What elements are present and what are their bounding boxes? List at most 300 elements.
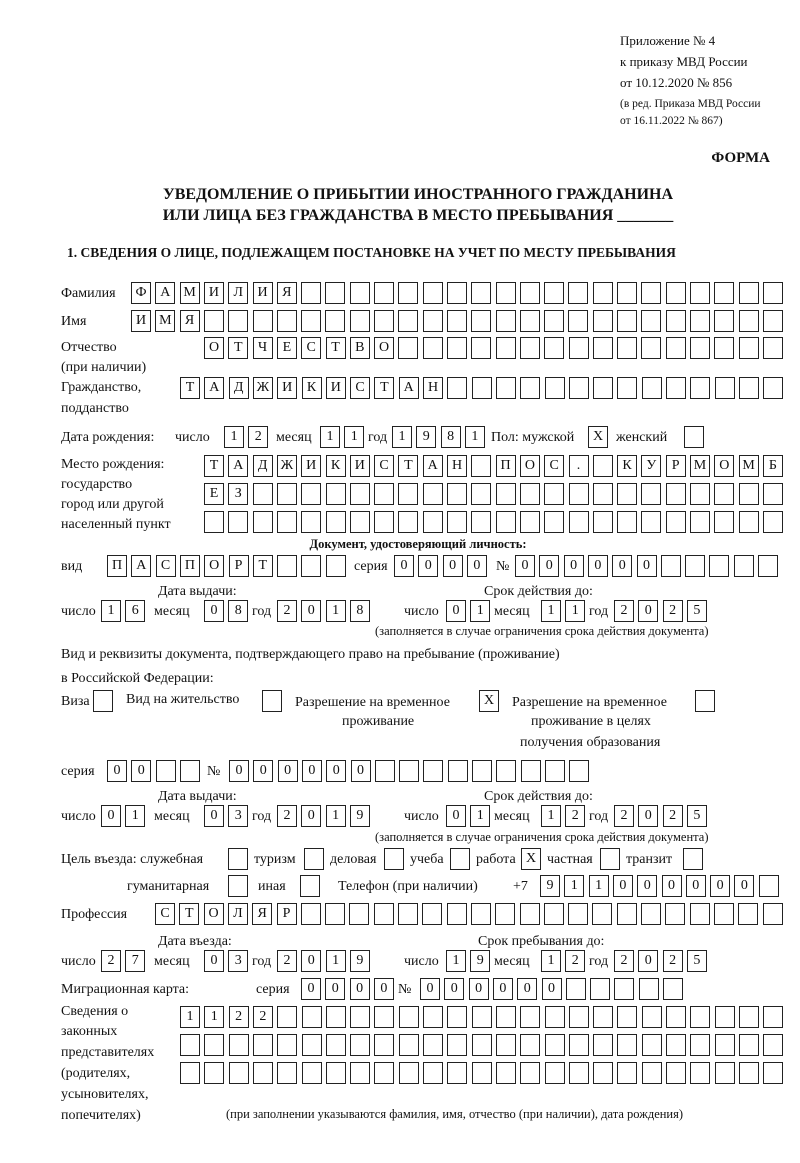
char-cell-representatives-line2[interactable]	[763, 1034, 783, 1056]
char-cell-representatives-line3[interactable]	[569, 1062, 589, 1084]
char-cell-birth-place2[interactable]	[277, 483, 297, 505]
char-cell-phone[interactable]: 0	[613, 875, 633, 897]
char-cell-birth-place2[interactable]	[714, 483, 734, 505]
checkbox-stay-doc-visa[interactable]	[93, 690, 113, 712]
char-cell-id-doc-number[interactable]: 0	[515, 555, 535, 577]
char-cell-person-surname[interactable]	[496, 282, 516, 304]
char-cell-representatives-line3[interactable]	[350, 1062, 370, 1084]
char-cell-person-citizenship[interactable]: И	[277, 377, 297, 399]
char-cell-profession[interactable]: Р	[277, 903, 297, 925]
char-cell-birth-place3[interactable]	[277, 511, 297, 533]
char-cell-stay-doc-number[interactable]	[472, 760, 492, 782]
char-cell-birth-year[interactable]: 8	[441, 426, 461, 448]
char-cell-person-patronymic[interactable]: Т	[228, 337, 248, 359]
char-cell-person-patronymic[interactable]: О	[204, 337, 224, 359]
char-cell-birth-place1[interactable]: Р	[666, 455, 686, 477]
char-cell-person-name[interactable]	[423, 310, 443, 332]
char-cell-person-citizenship[interactable]: А	[204, 377, 224, 399]
char-cell-migration-card-number[interactable]: 0	[517, 978, 537, 1000]
char-cell-id-doc-valid-year[interactable]: 5	[687, 600, 707, 622]
char-cell-stay-doc-number[interactable]	[399, 760, 419, 782]
char-cell-representatives-line2[interactable]	[642, 1034, 662, 1056]
char-cell-birth-place1[interactable]: Ж	[277, 455, 297, 477]
char-cell-birth-place2[interactable]	[593, 483, 613, 505]
char-cell-representatives-line3[interactable]	[472, 1062, 492, 1084]
char-cell-birth-place3[interactable]	[398, 511, 418, 533]
char-cell-id-doc-number[interactable]: 0	[588, 555, 608, 577]
char-cell-representatives-line1[interactable]	[739, 1006, 759, 1028]
char-cell-person-citizenship[interactable]: Ж	[253, 377, 273, 399]
char-cell-entry-until-month[interactable]: 2	[565, 950, 585, 972]
char-cell-person-patronymic[interactable]: Т	[326, 337, 346, 359]
char-cell-person-citizenship[interactable]	[715, 377, 735, 399]
char-cell-stay-doc-number[interactable]: 0	[229, 760, 249, 782]
char-cell-person-name[interactable]	[374, 310, 394, 332]
char-cell-entry-until-year[interactable]: 5	[687, 950, 707, 972]
char-cell-entry-year[interactable]: 1	[326, 950, 346, 972]
char-cell-id-doc-series[interactable]: 0	[443, 555, 463, 577]
char-cell-birth-place1[interactable]: .	[569, 455, 589, 477]
char-cell-person-citizenship[interactable]: Т	[374, 377, 394, 399]
char-cell-person-surname[interactable]	[641, 282, 661, 304]
char-cell-stay-doc-number[interactable]	[521, 760, 541, 782]
char-cell-representatives-line2[interactable]	[326, 1034, 346, 1056]
char-cell-entry-year[interactable]: 9	[350, 950, 370, 972]
char-cell-representatives-line3[interactable]	[690, 1062, 710, 1084]
char-cell-representatives-line3[interactable]	[253, 1062, 273, 1084]
char-cell-person-name[interactable]	[471, 310, 491, 332]
char-cell-birth-place2[interactable]	[374, 483, 394, 505]
char-cell-stay-doc-number[interactable]	[569, 760, 589, 782]
char-cell-birth-place3[interactable]	[447, 511, 467, 533]
char-cell-person-patronymic[interactable]: Е	[277, 337, 297, 359]
char-cell-entry-year[interactable]: 2	[277, 950, 297, 972]
char-cell-migration-card-number[interactable]: 0	[542, 978, 562, 1000]
char-cell-birth-place3[interactable]	[739, 511, 759, 533]
char-cell-person-name[interactable]	[568, 310, 588, 332]
char-cell-person-citizenship[interactable]: К	[302, 377, 322, 399]
char-cell-id-doc-number[interactable]: 0	[539, 555, 559, 577]
char-cell-entry-until-month[interactable]: 1	[541, 950, 561, 972]
char-cell-representatives-line2[interactable]	[472, 1034, 492, 1056]
char-cell-person-citizenship[interactable]: Т	[180, 377, 200, 399]
checkbox-stay-doc-temp-edu[interactable]	[695, 690, 715, 712]
char-cell-person-citizenship[interactable]	[472, 377, 492, 399]
char-cell-profession[interactable]	[641, 903, 661, 925]
char-cell-person-surname[interactable]	[690, 282, 710, 304]
char-cell-person-surname[interactable]	[666, 282, 686, 304]
char-cell-birth-place3[interactable]	[690, 511, 710, 533]
char-cell-birth-place1[interactable]: Б	[763, 455, 783, 477]
char-cell-stay-doc-issue-year[interactable]: 9	[350, 805, 370, 827]
char-cell-profession[interactable]: Т	[179, 903, 199, 925]
char-cell-stay-doc-issue-month[interactable]: 0	[204, 805, 224, 827]
char-cell-person-surname[interactable]	[447, 282, 467, 304]
checkbox-purpose-official[interactable]	[228, 848, 248, 870]
char-cell-person-citizenship[interactable]: С	[350, 377, 370, 399]
char-cell-migration-card-number[interactable]	[614, 978, 634, 1000]
char-cell-person-name[interactable]	[496, 310, 516, 332]
char-cell-person-name[interactable]	[739, 310, 759, 332]
char-cell-person-name[interactable]	[398, 310, 418, 332]
char-cell-stay-doc-number[interactable]: 0	[302, 760, 322, 782]
char-cell-birth-place3[interactable]	[204, 511, 224, 533]
char-cell-migration-card-number[interactable]: 0	[493, 978, 513, 1000]
char-cell-representatives-line1[interactable]	[569, 1006, 589, 1028]
char-cell-person-patronymic[interactable]	[714, 337, 734, 359]
char-cell-representatives-line3[interactable]	[374, 1062, 394, 1084]
char-cell-person-patronymic[interactable]	[544, 337, 564, 359]
char-cell-person-patronymic[interactable]: Ч	[253, 337, 273, 359]
char-cell-profession[interactable]	[325, 903, 345, 925]
char-cell-phone[interactable]: 0	[710, 875, 730, 897]
char-cell-id-doc-valid-year[interactable]: 2	[663, 600, 683, 622]
char-cell-id-doc-number[interactable]	[709, 555, 729, 577]
char-cell-representatives-line1[interactable]	[593, 1006, 613, 1028]
char-cell-stay-doc-issue-month[interactable]: 3	[228, 805, 248, 827]
char-cell-birth-place3[interactable]	[593, 511, 613, 533]
char-cell-person-surname[interactable]: Ф	[131, 282, 151, 304]
checkbox-purpose-study[interactable]	[450, 848, 470, 870]
char-cell-person-citizenship[interactable]: И	[326, 377, 346, 399]
char-cell-person-patronymic[interactable]: В	[350, 337, 370, 359]
char-cell-person-name[interactable]	[714, 310, 734, 332]
char-cell-representatives-line1[interactable]: 2	[229, 1006, 249, 1028]
char-cell-representatives-line2[interactable]	[423, 1034, 443, 1056]
char-cell-stay-doc-number[interactable]	[448, 760, 468, 782]
char-cell-birth-place2[interactable]	[520, 483, 540, 505]
char-cell-id-doc-type[interactable]: П	[107, 555, 127, 577]
char-cell-person-patronymic[interactable]	[666, 337, 686, 359]
char-cell-birth-place1[interactable]	[593, 455, 613, 477]
char-cell-representatives-line1[interactable]	[277, 1006, 297, 1028]
char-cell-migration-card-series[interactable]: 0	[350, 978, 370, 1000]
char-cell-migration-card-number[interactable]	[663, 978, 683, 1000]
char-cell-id-doc-type[interactable]	[301, 555, 321, 577]
char-cell-person-patronymic[interactable]	[569, 337, 589, 359]
char-cell-representatives-line2[interactable]	[617, 1034, 637, 1056]
char-cell-entry-month[interactable]: 0	[204, 950, 224, 972]
char-cell-migration-card-series[interactable]: 0	[374, 978, 394, 1000]
char-cell-profession[interactable]	[714, 903, 734, 925]
char-cell-person-name[interactable]	[350, 310, 370, 332]
char-cell-person-name[interactable]	[325, 310, 345, 332]
char-cell-birth-place2[interactable]	[423, 483, 443, 505]
char-cell-stay-doc-valid-day[interactable]: 0	[446, 805, 466, 827]
char-cell-representatives-line2[interactable]	[180, 1034, 200, 1056]
char-cell-representatives-line1[interactable]	[399, 1006, 419, 1028]
char-cell-representatives-line3[interactable]	[739, 1062, 759, 1084]
char-cell-birth-month[interactable]: 1	[320, 426, 340, 448]
char-cell-phone[interactable]: 1	[564, 875, 584, 897]
char-cell-representatives-line3[interactable]	[545, 1062, 565, 1084]
char-cell-representatives-line2[interactable]	[569, 1034, 589, 1056]
char-cell-profession[interactable]	[617, 903, 637, 925]
char-cell-phone[interactable]: 1	[589, 875, 609, 897]
char-cell-birth-place1[interactable]: М	[739, 455, 759, 477]
char-cell-birth-place1[interactable]: У	[641, 455, 661, 477]
char-cell-person-name[interactable]	[253, 310, 273, 332]
char-cell-profession[interactable]: О	[204, 903, 224, 925]
char-cell-entry-month[interactable]: 3	[228, 950, 248, 972]
char-cell-birth-place1[interactable]: О	[520, 455, 540, 477]
char-cell-profession[interactable]	[447, 903, 467, 925]
char-cell-representatives-line2[interactable]	[229, 1034, 249, 1056]
char-cell-representatives-line1[interactable]: 1	[180, 1006, 200, 1028]
char-cell-person-name[interactable]	[301, 310, 321, 332]
char-cell-birth-place3[interactable]	[374, 511, 394, 533]
char-cell-birth-place2[interactable]	[253, 483, 273, 505]
char-cell-person-surname[interactable]	[325, 282, 345, 304]
char-cell-stay-doc-series[interactable]	[180, 760, 200, 782]
char-cell-representatives-line1[interactable]	[690, 1006, 710, 1028]
char-cell-id-doc-type[interactable]: С	[156, 555, 176, 577]
char-cell-representatives-line3[interactable]	[326, 1062, 346, 1084]
char-cell-birth-place2[interactable]	[690, 483, 710, 505]
char-cell-person-surname[interactable]	[714, 282, 734, 304]
char-cell-entry-day[interactable]: 7	[125, 950, 145, 972]
char-cell-birth-place3[interactable]	[714, 511, 734, 533]
char-cell-id-doc-issue-day[interactable]: 6	[125, 600, 145, 622]
char-cell-id-doc-issue-year[interactable]: 8	[350, 600, 370, 622]
char-cell-stay-doc-valid-year[interactable]: 5	[687, 805, 707, 827]
char-cell-stay-doc-series[interactable]: 0	[131, 760, 151, 782]
char-cell-representatives-line1[interactable]: 2	[253, 1006, 273, 1028]
char-cell-profession[interactable]	[690, 903, 710, 925]
char-cell-person-patronymic[interactable]	[690, 337, 710, 359]
checkbox-birth-male[interactable]: X	[588, 426, 608, 448]
char-cell-birth-place3[interactable]	[641, 511, 661, 533]
char-cell-birth-place3[interactable]	[301, 511, 321, 533]
char-cell-person-surname[interactable]	[350, 282, 370, 304]
char-cell-representatives-line2[interactable]	[545, 1034, 565, 1056]
char-cell-person-patronymic[interactable]	[641, 337, 661, 359]
char-cell-person-citizenship[interactable]	[739, 377, 759, 399]
char-cell-id-doc-valid-year[interactable]: 2	[614, 600, 634, 622]
char-cell-representatives-line2[interactable]	[399, 1034, 419, 1056]
char-cell-representatives-line3[interactable]	[423, 1062, 443, 1084]
char-cell-person-citizenship[interactable]	[520, 377, 540, 399]
char-cell-birth-place1[interactable]: Т	[398, 455, 418, 477]
char-cell-person-citizenship[interactable]	[593, 377, 613, 399]
char-cell-birth-year[interactable]: 9	[416, 426, 436, 448]
char-cell-person-surname[interactable]	[593, 282, 613, 304]
char-cell-birth-year[interactable]: 1	[392, 426, 412, 448]
char-cell-representatives-line1[interactable]	[520, 1006, 540, 1028]
char-cell-person-name[interactable]	[228, 310, 248, 332]
char-cell-representatives-line1[interactable]	[763, 1006, 783, 1028]
char-cell-person-name[interactable]	[593, 310, 613, 332]
char-cell-stay-doc-number[interactable]: 0	[326, 760, 346, 782]
char-cell-person-citizenship[interactable]: А	[399, 377, 419, 399]
char-cell-profession[interactable]	[738, 903, 758, 925]
char-cell-representatives-line3[interactable]	[180, 1062, 200, 1084]
char-cell-birth-place1[interactable]: Н	[447, 455, 467, 477]
char-cell-birth-place1[interactable]: М	[690, 455, 710, 477]
char-cell-id-doc-valid-day[interactable]: 1	[470, 600, 490, 622]
char-cell-person-citizenship[interactable]	[545, 377, 565, 399]
char-cell-representatives-line3[interactable]	[520, 1062, 540, 1084]
char-cell-entry-until-year[interactable]: 0	[638, 950, 658, 972]
char-cell-person-name[interactable]	[447, 310, 467, 332]
char-cell-stay-doc-issue-day[interactable]: 0	[101, 805, 121, 827]
char-cell-representatives-line1[interactable]	[617, 1006, 637, 1028]
char-cell-birth-place2[interactable]	[350, 483, 370, 505]
char-cell-birth-place3[interactable]	[763, 511, 783, 533]
char-cell-id-doc-valid-day[interactable]: 0	[446, 600, 466, 622]
char-cell-profession[interactable]: Л	[228, 903, 248, 925]
char-cell-person-patronymic[interactable]	[739, 337, 759, 359]
char-cell-entry-until-day[interactable]: 9	[470, 950, 490, 972]
char-cell-person-citizenship[interactable]	[569, 377, 589, 399]
char-cell-entry-year[interactable]: 0	[301, 950, 321, 972]
char-cell-stay-doc-valid-year[interactable]: 2	[614, 805, 634, 827]
char-cell-person-citizenship[interactable]	[496, 377, 516, 399]
char-cell-stay-doc-issue-year[interactable]: 2	[277, 805, 297, 827]
char-cell-person-patronymic[interactable]	[763, 337, 783, 359]
char-cell-id-doc-valid-month[interactable]: 1	[565, 600, 585, 622]
char-cell-birth-place2[interactable]	[447, 483, 467, 505]
char-cell-birth-place3[interactable]	[228, 511, 248, 533]
char-cell-person-surname[interactable]	[520, 282, 540, 304]
char-cell-person-name[interactable]	[641, 310, 661, 332]
char-cell-person-surname[interactable]: Я	[277, 282, 297, 304]
char-cell-profession[interactable]	[763, 903, 783, 925]
char-cell-phone[interactable]: 0	[662, 875, 682, 897]
char-cell-person-name[interactable]	[666, 310, 686, 332]
char-cell-representatives-line2[interactable]	[302, 1034, 322, 1056]
char-cell-representatives-line2[interactable]	[204, 1034, 224, 1056]
char-cell-stay-doc-valid-day[interactable]: 1	[470, 805, 490, 827]
char-cell-profession[interactable]: С	[155, 903, 175, 925]
char-cell-representatives-line1[interactable]	[302, 1006, 322, 1028]
char-cell-representatives-line3[interactable]	[666, 1062, 686, 1084]
char-cell-birth-place1[interactable]: А	[423, 455, 443, 477]
char-cell-stay-doc-series[interactable]	[156, 760, 176, 782]
char-cell-representatives-line3[interactable]	[715, 1062, 735, 1084]
char-cell-profession[interactable]	[422, 903, 442, 925]
char-cell-stay-doc-issue-year[interactable]: 1	[326, 805, 346, 827]
char-cell-profession[interactable]	[592, 903, 612, 925]
char-cell-representatives-line1[interactable]	[496, 1006, 516, 1028]
char-cell-stay-doc-number[interactable]: 0	[278, 760, 298, 782]
char-cell-stay-doc-valid-month[interactable]: 1	[541, 805, 561, 827]
char-cell-representatives-line1[interactable]	[374, 1006, 394, 1028]
char-cell-person-surname[interactable]: И	[253, 282, 273, 304]
char-cell-birth-place3[interactable]	[617, 511, 637, 533]
char-cell-stay-doc-number[interactable]: 0	[351, 760, 371, 782]
char-cell-id-doc-number[interactable]	[661, 555, 681, 577]
char-cell-stay-doc-issue-day[interactable]: 1	[125, 805, 145, 827]
char-cell-stay-doc-number[interactable]	[375, 760, 395, 782]
char-cell-birth-place2[interactable]	[739, 483, 759, 505]
char-cell-representatives-line1[interactable]	[545, 1006, 565, 1028]
char-cell-representatives-line1[interactable]	[715, 1006, 735, 1028]
char-cell-person-name[interactable]	[617, 310, 637, 332]
char-cell-person-patronymic[interactable]	[593, 337, 613, 359]
char-cell-birth-place2[interactable]	[763, 483, 783, 505]
char-cell-representatives-line2[interactable]	[739, 1034, 759, 1056]
char-cell-profession[interactable]	[374, 903, 394, 925]
char-cell-person-name[interactable]	[544, 310, 564, 332]
char-cell-migration-card-number[interactable]	[639, 978, 659, 1000]
char-cell-person-citizenship[interactable]	[763, 377, 783, 399]
char-cell-entry-day[interactable]: 2	[101, 950, 121, 972]
char-cell-birth-place3[interactable]	[496, 511, 516, 533]
char-cell-entry-until-year[interactable]: 2	[614, 950, 634, 972]
char-cell-person-name[interactable]	[763, 310, 783, 332]
char-cell-representatives-line3[interactable]	[642, 1062, 662, 1084]
char-cell-birth-place2[interactable]	[641, 483, 661, 505]
checkbox-purpose-private[interactable]	[600, 848, 620, 870]
char-cell-birth-day[interactable]: 1	[224, 426, 244, 448]
char-cell-representatives-line1[interactable]	[326, 1006, 346, 1028]
char-cell-birth-place1[interactable]: Д	[253, 455, 273, 477]
char-cell-birth-place2[interactable]	[301, 483, 321, 505]
char-cell-profession[interactable]	[665, 903, 685, 925]
char-cell-id-doc-number[interactable]: 0	[564, 555, 584, 577]
char-cell-person-patronymic[interactable]	[423, 337, 443, 359]
char-cell-migration-card-number[interactable]: 0	[469, 978, 489, 1000]
char-cell-person-surname[interactable]	[398, 282, 418, 304]
char-cell-person-patronymic[interactable]	[617, 337, 637, 359]
char-cell-person-patronymic[interactable]	[447, 337, 467, 359]
char-cell-person-surname[interactable]	[568, 282, 588, 304]
char-cell-profession[interactable]	[301, 903, 321, 925]
char-cell-id-doc-issue-month[interactable]: 8	[228, 600, 248, 622]
char-cell-birth-place2[interactable]	[496, 483, 516, 505]
char-cell-stay-doc-valid-month[interactable]: 2	[565, 805, 585, 827]
char-cell-stay-doc-number[interactable]	[545, 760, 565, 782]
char-cell-id-doc-issue-year[interactable]: 1	[326, 600, 346, 622]
char-cell-person-patronymic[interactable]	[496, 337, 516, 359]
char-cell-birth-place1[interactable]: И	[301, 455, 321, 477]
char-cell-person-surname[interactable]	[763, 282, 783, 304]
char-cell-birth-place2[interactable]	[617, 483, 637, 505]
char-cell-representatives-line2[interactable]	[350, 1034, 370, 1056]
char-cell-phone[interactable]: 0	[686, 875, 706, 897]
char-cell-birth-place3[interactable]	[471, 511, 491, 533]
char-cell-stay-doc-series[interactable]: 0	[107, 760, 127, 782]
char-cell-id-doc-type[interactable]: А	[131, 555, 151, 577]
char-cell-representatives-line2[interactable]	[715, 1034, 735, 1056]
char-cell-birth-place3[interactable]	[253, 511, 273, 533]
char-cell-birth-place1[interactable]: И	[350, 455, 370, 477]
char-cell-representatives-line3[interactable]	[302, 1062, 322, 1084]
char-cell-person-patronymic[interactable]: С	[301, 337, 321, 359]
char-cell-profession[interactable]	[568, 903, 588, 925]
char-cell-representatives-line3[interactable]	[277, 1062, 297, 1084]
char-cell-person-patronymic[interactable]: О	[374, 337, 394, 359]
char-cell-birth-place3[interactable]	[520, 511, 540, 533]
char-cell-representatives-line2[interactable]	[520, 1034, 540, 1056]
char-cell-migration-card-number[interactable]: 0	[444, 978, 464, 1000]
char-cell-phone[interactable]	[759, 875, 779, 897]
char-cell-person-surname[interactable]: Л	[228, 282, 248, 304]
char-cell-person-surname[interactable]	[739, 282, 759, 304]
char-cell-person-name[interactable]: М	[155, 310, 175, 332]
checkbox-purpose-tourism[interactable]	[304, 848, 324, 870]
char-cell-person-surname[interactable]: И	[204, 282, 224, 304]
char-cell-person-surname[interactable]: М	[180, 282, 200, 304]
char-cell-person-surname[interactable]	[617, 282, 637, 304]
char-cell-id-doc-valid-year[interactable]: 0	[638, 600, 658, 622]
char-cell-birth-place1[interactable]: С	[374, 455, 394, 477]
char-cell-birth-place3[interactable]	[423, 511, 443, 533]
char-cell-birth-place2[interactable]	[569, 483, 589, 505]
checkbox-purpose-other[interactable]	[300, 875, 320, 897]
char-cell-stay-doc-number[interactable]: 0	[253, 760, 273, 782]
